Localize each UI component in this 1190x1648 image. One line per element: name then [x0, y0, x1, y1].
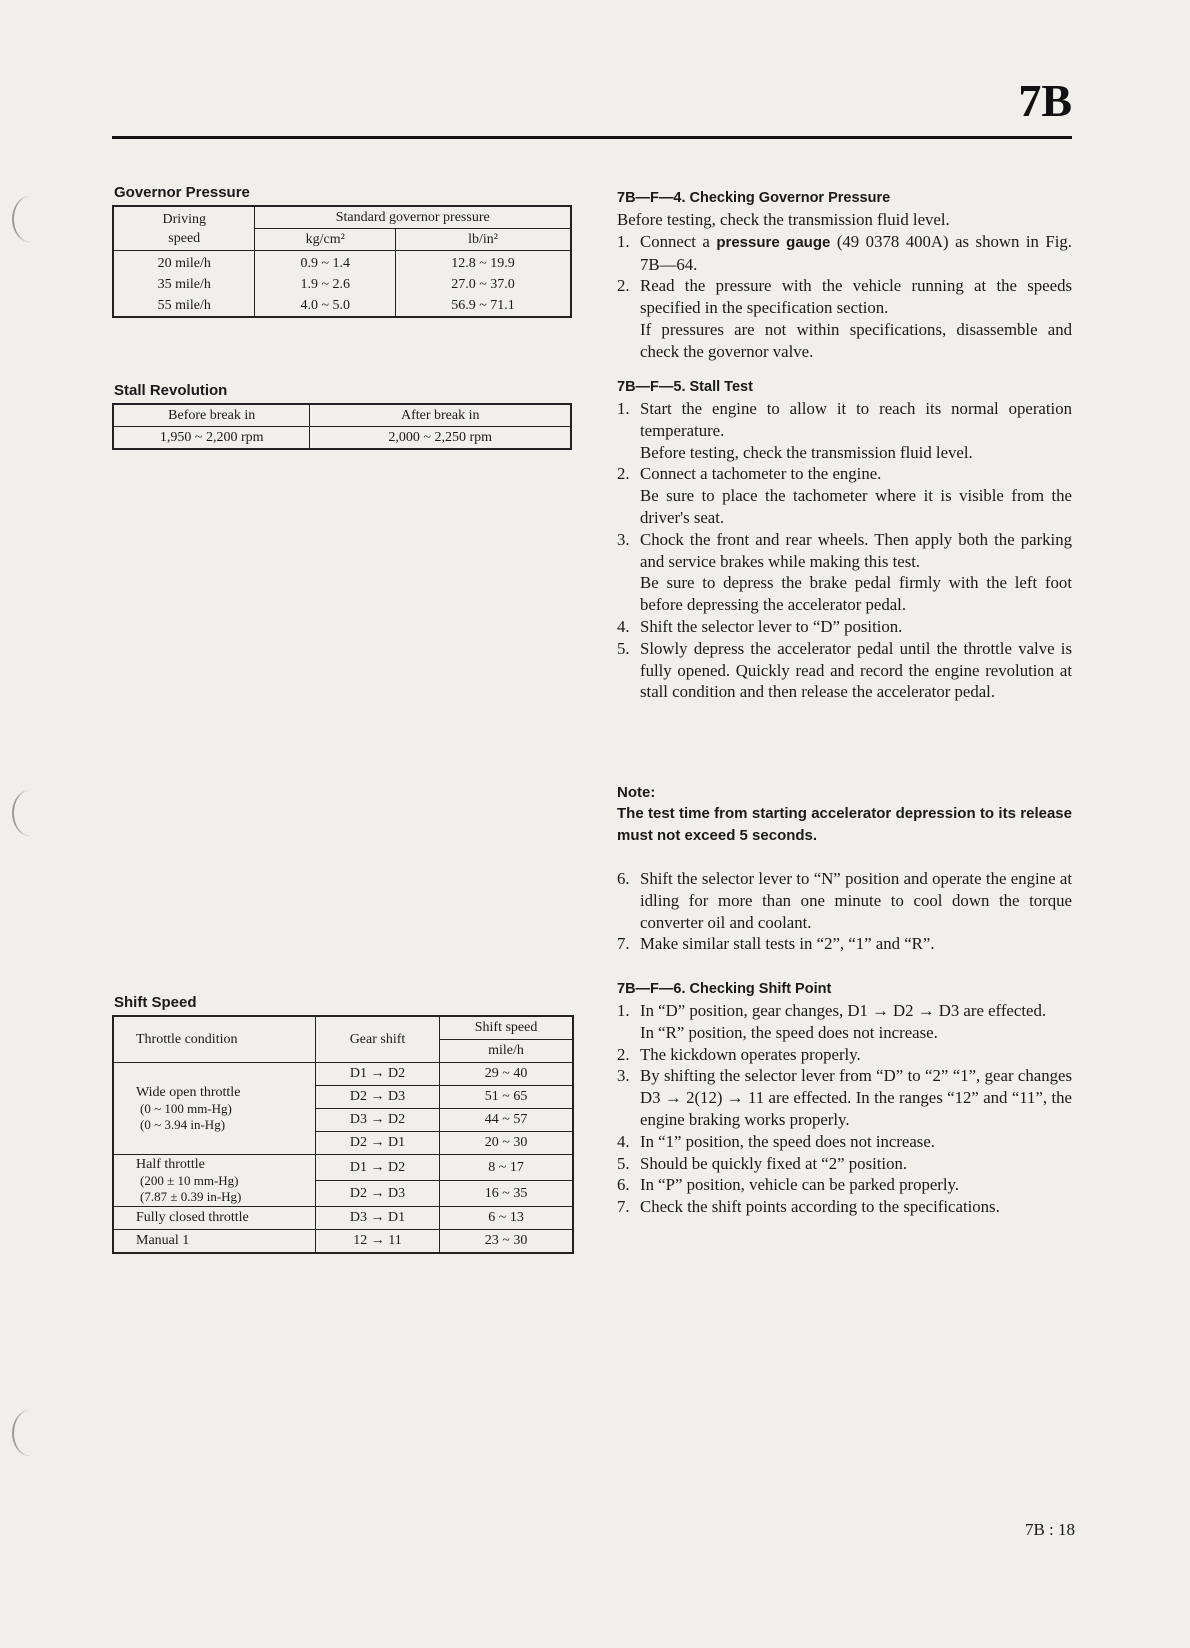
table-row: 55 mile/h 4.0 ~ 5.0 56.9 ~ 71.1: [113, 295, 571, 317]
list-item: 7. Check the shift points according to the specifications.: [617, 1197, 1000, 1217]
table-row: Manual 1 12 → 11 23 ~ 30: [113, 1230, 573, 1254]
list-item: 4. In “1” position, the speed does not increase.: [617, 1131, 935, 1151]
table-row: Wide open throttle (0 ~ 100 mm-Hg) (0 ~ 3.94 in-Hg) D1 → D2 29 ~ 40: [113, 1063, 573, 1086]
steps-list: [617, 398, 1072, 703]
shift-speed-title: Shift Speed: [114, 994, 197, 1011]
list-item: 2. Read the pressure with the vehicle running at the speeds specified in the specification section. If pressures are not within specifications, disassemble and check the governor valve.: [617, 276, 1072, 361]
section-heading: 7B—F—5. Stall Test: [617, 379, 753, 395]
stall-test-procedure: [617, 377, 1072, 703]
list-item: 1. In “D” position, gear changes, D1 → D2 → D3 are effected. In “R” position, the speed does not increase.: [617, 1001, 1047, 1042]
list-item: 1. Start the engine to allow it to reach its normal operation temperature. Before testing, check the transmission fluid level.: [617, 399, 1072, 462]
list-item: 3. By shifting the selector lever from “D” to “2” “1”, gear changes D3 → 2(12) → 11 are effected. In the ranges “12” and “11”, the engine braking works properly.: [617, 1066, 1072, 1129]
governor-pressure-title: Governor Pressure: [114, 184, 250, 201]
col-standard-pressure: Standard governor pressure: [255, 206, 571, 229]
list-item: 5. Slowly depress the accelerator pedal until the throttle valve is fully opened. Quickly read and record the engine revolution at stall condition and then release the accelerator pedal.: [617, 638, 1072, 702]
paragraph: Before testing, check the transmission fluid level.: [617, 210, 950, 229]
table-row: 1,950 ~ 2,200 rpm 2,000 ~ 2,250 rpm: [113, 427, 571, 450]
note-body: The test time from starting accelerator depression to its release must not exceed 5 seconds.: [617, 805, 1072, 844]
shift-speed-table: [112, 1015, 574, 1254]
col-lb-in2: lb/in²: [396, 229, 571, 251]
header-rule: [112, 136, 1072, 139]
col-gear-shift: Gear shift: [315, 1016, 439, 1063]
col-mileh: mile/h: [440, 1040, 573, 1063]
table-row: D2 → D3 16 ~ 35: [113, 1181, 573, 1207]
stall-test-note: [617, 782, 1072, 847]
table-row: 20 mile/h 0.9 ~ 1.4 12.8 ~ 19.9: [113, 251, 571, 275]
list-item: 3. Chock the front and rear wheels. Then apply both the parking and service brakes while making this test. Be sure to depress the brake pedal firmly with the left foot before depressing the accelerator pedal.: [617, 529, 1072, 615]
list-item: 4. Shift the selector lever to “D” position.: [617, 616, 903, 636]
binder-hole-mark: [12, 790, 48, 836]
governor-pressure-section: [112, 184, 572, 318]
governor-pressure-procedure: [617, 188, 1072, 363]
table-row: 35 mile/h 1.9 ~ 2.6 27.0 ~ 37.0: [113, 274, 571, 295]
stall-revolution-title: Stall Revolution: [114, 382, 228, 399]
shift-speed-section: [112, 994, 574, 1254]
binder-hole-mark: [12, 1410, 48, 1456]
stall-test-continued: [617, 868, 1072, 955]
page-number: 7B : 18: [1024, 1520, 1075, 1539]
col-after-break-in: After break in: [310, 404, 571, 427]
col-kg-cm2: kg/cm²: [255, 229, 396, 251]
section-heading: 7B—F—6. Checking Shift Point: [617, 981, 832, 997]
shift-point-procedure: [617, 979, 1072, 1218]
table-row: Half throttle (200 ± 10 mm-Hg) (7.87 ± 0.39 in-Hg) D1 → D2 8 ~ 17: [113, 1155, 573, 1181]
col-throttle-condition: Throttle condition: [113, 1016, 315, 1063]
table-row: Fully closed throttle D3 → D1 6 ~ 13: [113, 1207, 573, 1230]
list-item: 2. The kickdown operates properly.: [617, 1044, 861, 1064]
list-item: 1. Connect a pressure gauge (49 0378 400A) as shown in Fig. 7B—64.: [617, 231, 1072, 274]
table-row: D2 → D3 51 ~ 65: [113, 1086, 573, 1109]
note-title: Note:: [617, 784, 656, 801]
steps-list: [617, 1000, 1072, 1218]
stall-revolution-table: [112, 403, 572, 450]
table-row: D2 → D1 20 ~ 30: [113, 1132, 573, 1155]
list-item: 6. Shift the selector lever to “N” position and operate the engine at idling for more than one minute to cool down the torque converter oil and coolant.: [617, 869, 1072, 932]
list-item: 2. Connect a tachometer to the engine. Be sure to place the tachometer where it is visible from the driver's seat.: [617, 464, 1072, 527]
steps-list: [617, 868, 1072, 955]
section-tab: 7B: [1018, 75, 1072, 126]
col-before-break-in: Before break in: [113, 404, 310, 427]
stall-revolution-section: [112, 382, 572, 450]
table-row: D3 → D2 44 ~ 57: [113, 1109, 573, 1132]
list-item: 6. In “P” position, vehicle can be parked properly.: [617, 1175, 960, 1195]
governor-pressure-table: [112, 205, 572, 318]
col-shift-speed: Shift speed: [440, 1016, 573, 1040]
binder-hole-mark: [12, 196, 48, 242]
steps-list: [617, 231, 1072, 363]
list-item: 7. Make similar stall tests in “2”, “1” and “R”.: [617, 934, 935, 954]
section-heading: 7B—F—4. Checking Governor Pressure: [617, 190, 891, 206]
list-item: 5. Should be quickly fixed at “2” position.: [617, 1153, 908, 1173]
col-driving-speed: Driving speed: [113, 206, 255, 251]
